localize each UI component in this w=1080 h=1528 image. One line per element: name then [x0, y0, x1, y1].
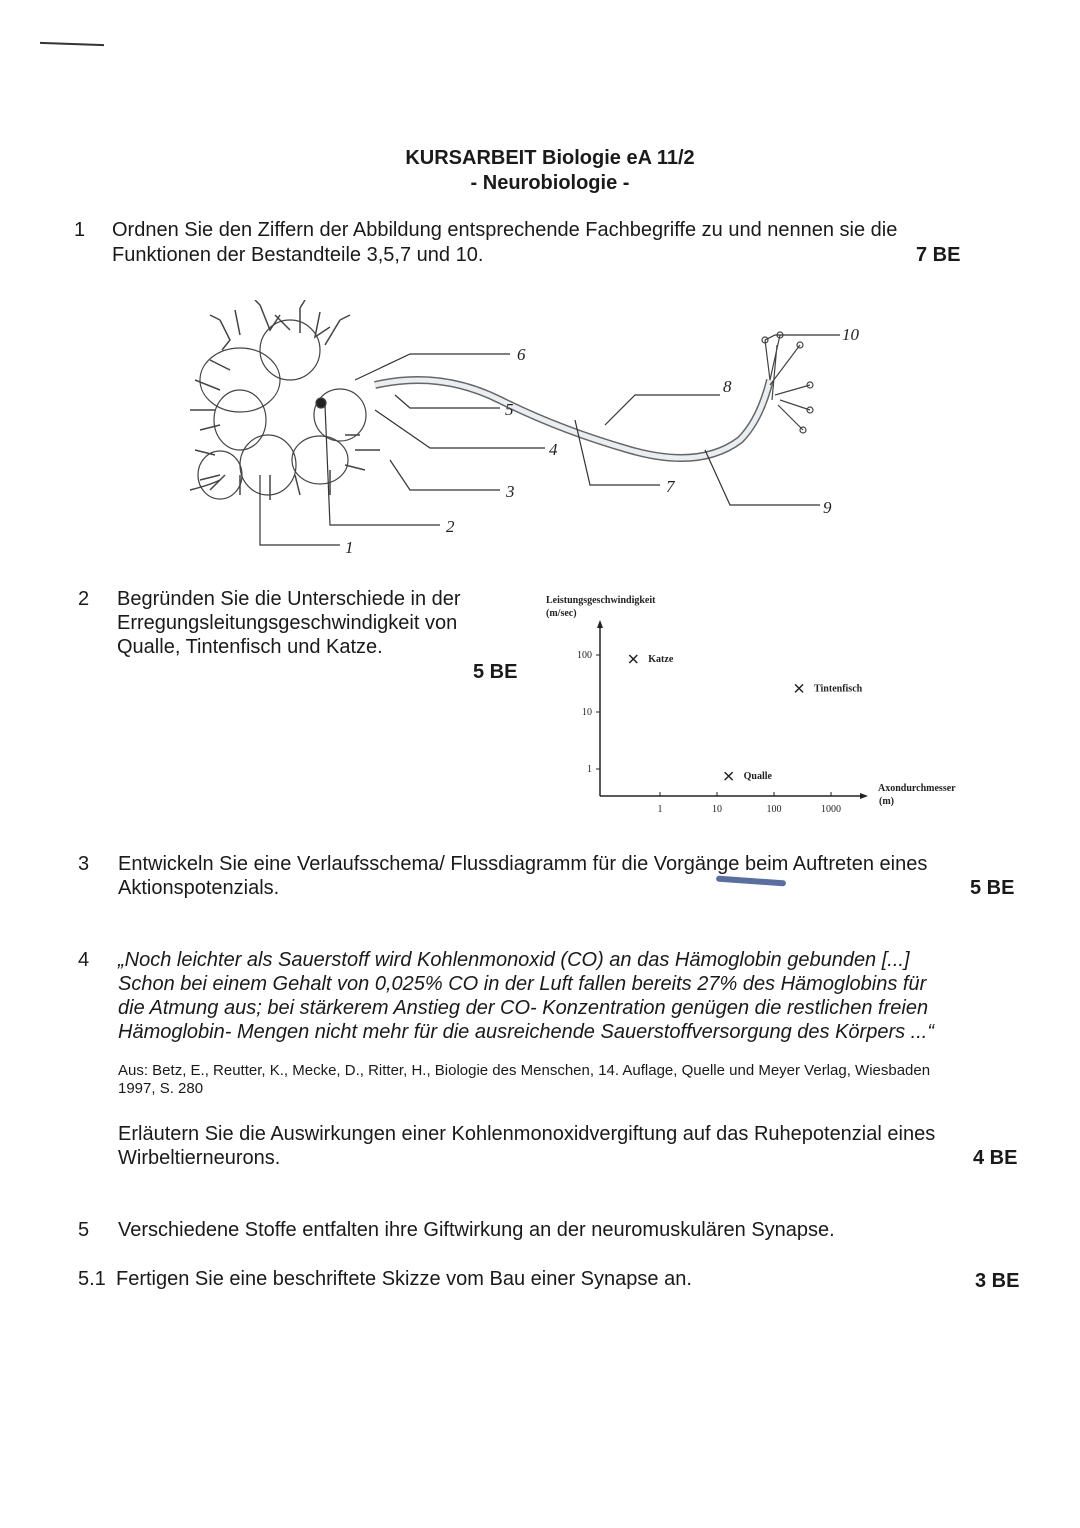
neuron-label-4: 4	[549, 440, 558, 459]
neuron-diagram	[180, 300, 880, 560]
page-title: KURSARBEIT Biologie eA 11/2	[405, 147, 695, 169]
y-tick-label: 100	[577, 650, 592, 661]
x-tick-label: 100	[766, 804, 782, 815]
y-tick-label: 1	[587, 764, 592, 775]
quote-line-2: Schon bei einem Gehalt von 0,025% CO in der Luft fallen bereits 27% des Hämoglobins für	[118, 973, 927, 995]
speed-chart	[530, 580, 980, 820]
task-3-points: 5 BE	[970, 877, 1015, 899]
task-1-points: 7 BE	[916, 244, 961, 266]
x-axis-label: Axondurchmesser	[878, 783, 956, 794]
x-axis-arrow	[860, 793, 868, 799]
data-label-tintenfisch: Tintenfisch	[814, 683, 863, 695]
data-label-qualle: Qualle	[743, 771, 772, 783]
source-line-1: Aus: Betz, E., Reutter, K., Mecke, D., Ritter, H., Biologie des Menschen, 14. Auflage, Quelle und Meyer Verlag, Wiesbaden	[118, 1062, 931, 1079]
task-3-number: 3	[78, 853, 90, 875]
task-3-line-1: Entwickeln Sie eine Verlaufsschema/ Flussdiagramm für die Vorgänge beim Auftreten eines	[118, 853, 928, 875]
y-axis-unit: (m/sec)	[546, 608, 577, 619]
neuron-label-1: 1	[345, 538, 354, 557]
data-point-tintenfisch	[795, 684, 803, 692]
soma	[198, 320, 366, 499]
neuron-label-7: 7	[666, 477, 675, 496]
neuron-label-10: 10	[842, 325, 859, 344]
neuron-label-6: 6	[517, 345, 526, 364]
task-3-line-2: Aktionspotenzials.	[118, 877, 280, 899]
neuron-label-8: 8	[723, 377, 732, 396]
ink-scribble	[716, 876, 786, 887]
task-4-points: 4 BE	[973, 1147, 1018, 1169]
task-4-line-1: Erläutern Sie die Auswirkungen einer Kohlenmonoxidvergiftung auf das Ruhepotenzial eines	[118, 1123, 936, 1145]
task-2-line-2: Erregungsleitungsgeschwindigkeit von	[117, 612, 458, 634]
x-tick-label: 10	[712, 804, 722, 815]
neuron-label-5: 5	[505, 400, 514, 419]
y-tick-label: 10	[582, 707, 592, 718]
task-5-number: 5	[78, 1219, 90, 1241]
dendrites	[190, 300, 380, 500]
task-2-number: 2	[78, 588, 90, 610]
x-tick-label: 1000	[821, 804, 841, 815]
data-point-katze	[629, 655, 637, 663]
source-line-2: 1997, S. 280	[118, 1080, 204, 1097]
y-axis-label: Leistungsgeschwindigkeit	[546, 595, 656, 606]
task-1-number: 1	[74, 219, 86, 241]
x-axis-unit: (m)	[879, 796, 894, 807]
neuron-label-2: 2	[446, 517, 455, 536]
task-2-line-1: Begründen Sie die Unterschiede in der	[117, 588, 461, 610]
task-5-line-1: Verschiedene Stoffe entfalten ihre Giftwirkung an der neuromuskulären Synapse.	[118, 1219, 835, 1241]
y-axis-arrow	[597, 620, 603, 628]
task-4-number: 4	[78, 949, 90, 971]
quote-line-4: Hämoglobin- Mengen nicht mehr für die ausreichende Sauerstoffversorgung des Körpers ...“	[118, 1021, 934, 1043]
neuron-label-9: 9	[823, 498, 832, 517]
neuron-label-3: 3	[506, 482, 515, 501]
task-5-1-number: 5.1	[78, 1268, 106, 1290]
task-5-1-points: 3 BE	[975, 1270, 1020, 1292]
page-subtitle: - Neurobiologie -	[470, 172, 630, 194]
data-point-qualle	[725, 772, 733, 780]
task-2-line-3: Qualle, Tintenfisch und Katze.	[117, 636, 383, 658]
data-label-katze: Katze	[648, 654, 674, 666]
quote-line-3: die Atmung aus; bei stärkerem Anstieg der CO- Konzentration genügen die restlichen freien	[118, 997, 929, 1019]
axon	[375, 380, 770, 458]
task-1-line-1: Ordnen Sie den Ziffern der Abbildung entsprechende Fachbegriffe zu und nennen sie die	[112, 219, 898, 241]
task-2-points: 5 BE	[473, 661, 518, 683]
quote-line-1: „Noch leichter als Sauerstoff wird Kohlenmonoxid (CO) an das Hämoglobin gebunden [...]	[118, 949, 910, 971]
scan-mark	[40, 42, 104, 46]
task-4-line-2: Wirbeltierneurons.	[118, 1147, 281, 1169]
task-5-1-line-1: Fertigen Sie eine beschriftete Skizze vom Bau einer Synapse an.	[116, 1268, 692, 1290]
x-tick-label: 1	[657, 804, 663, 815]
task-1-line-2: Funktionen der Bestandteile 3,5,7 und 10.	[112, 244, 484, 266]
